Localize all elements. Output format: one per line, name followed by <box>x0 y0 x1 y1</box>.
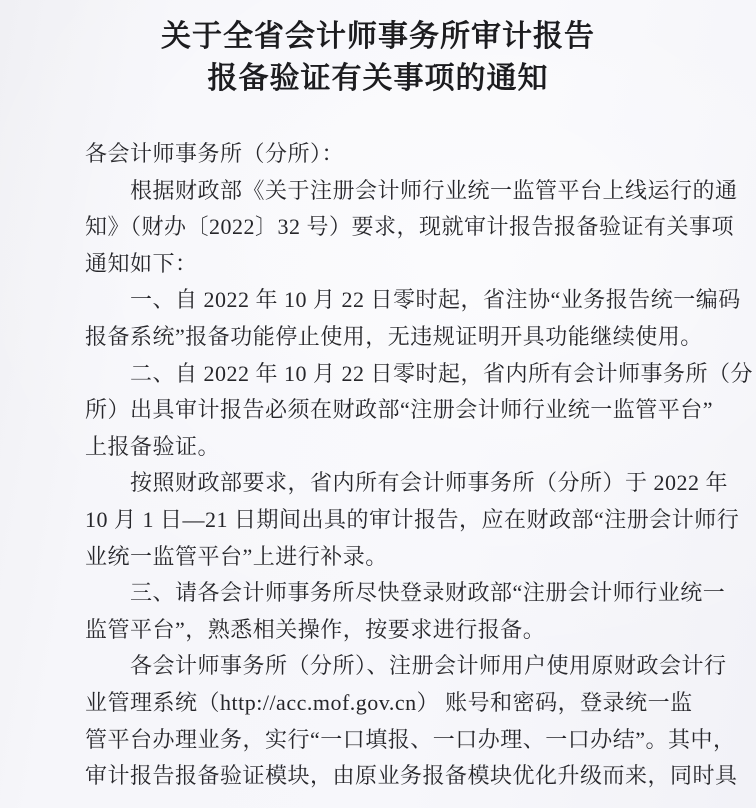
text-line: 10 月 1 日—21 日期间出具的审计报告，应在财政部“注册会计师行 <box>85 506 740 532</box>
text-line: 各会计师事务所（分所）： <box>85 141 345 166</box>
text-line: 二、自 2022 年 10 月 22 日零时起，省内所有会计师事务所（分 <box>130 360 754 386</box>
text-line: 业管理系统（http://acc.mof.gov.cn） 账号和密码，登录统一监 <box>85 689 693 715</box>
document-title <box>0 16 756 100</box>
text-line: 管平台办理业务，实行“一口填报、一口办理、一口办结”。其中， <box>85 726 736 752</box>
text-line: 业统一监管平台”上进行补录。 <box>85 543 388 569</box>
text-line: 知》（财办〔2022〕32 号）要求，现就审计报告报备验证有关事项 <box>85 214 735 240</box>
text-line: 监管平台”，熟悉相关操作，按要求进行报备。 <box>85 616 546 642</box>
text-line: 报备系统”报备功能停止使用，无违规证明开具功能继续使用。 <box>85 323 703 349</box>
document-body <box>85 136 754 795</box>
document-title-line1: 关于全省会计师事务所审计报告 <box>161 20 595 53</box>
text-line: 审计报告报备验证模块，由原业务报备模块优化升级而来，同时具 <box>85 763 738 789</box>
document-title-line2: 报备验证有关事项的通知 <box>207 62 549 95</box>
text-line: 上报备验证。 <box>85 433 221 459</box>
text-line: 按照财政部要求，省内所有会计师事务所（分所）于 2022 年 <box>130 470 729 496</box>
text-line: 三、请各会计师事务所尽快登录财政部“注册会计师行业统一 <box>130 580 726 606</box>
text-line: 所）出具审计报告必须在财政部“注册会计师行业统一监管平台” <box>85 397 714 423</box>
text-line: 通知如下： <box>85 250 198 276</box>
text-line: 根据财政部《关于注册会计师行业统一监管平台上线运行的通 <box>130 177 738 203</box>
text-line: 一、自 2022 年 10 月 22 日零时起，省注协“业务报告统一编码 <box>130 287 741 313</box>
text-line: 各会计师事务所（分所）、注册会计师用户使用原财政会计行 <box>130 653 727 679</box>
